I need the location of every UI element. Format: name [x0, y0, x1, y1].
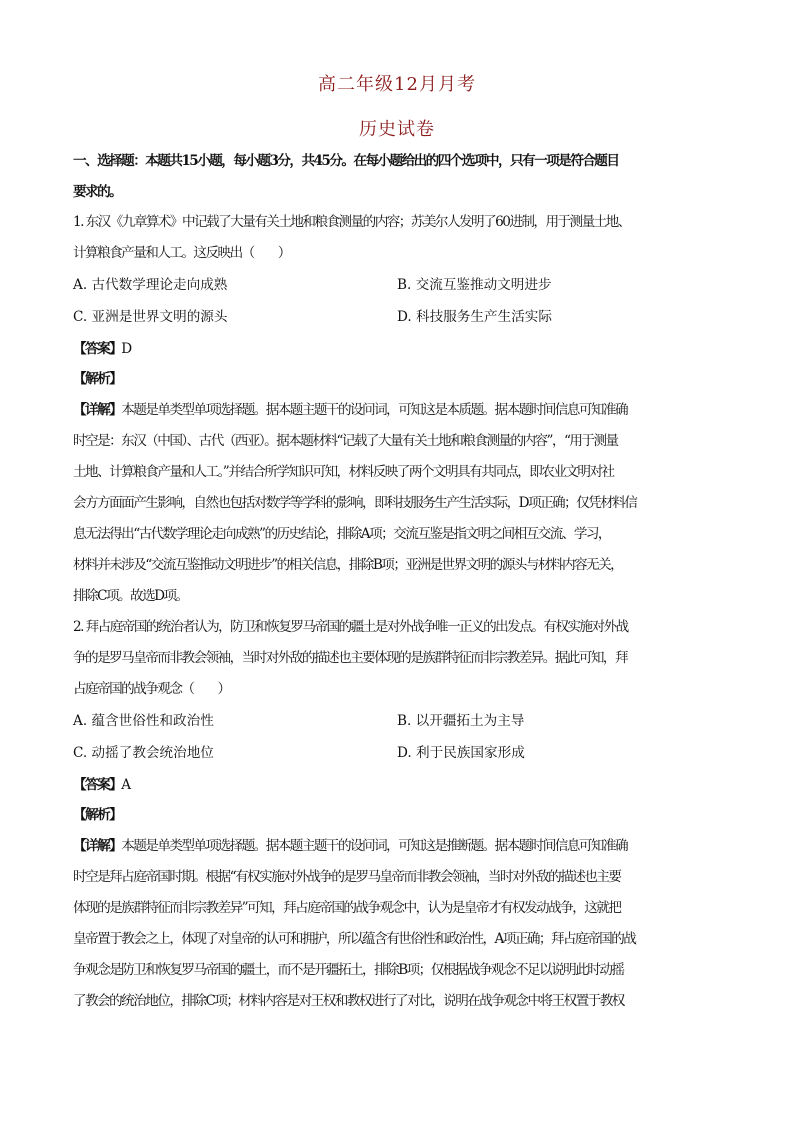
q2-analysis-tag: 【解析】 — [73, 807, 122, 823]
q1-analysis-tag: 【解析】 — [73, 371, 122, 387]
answer-tag: 【答案】 — [73, 341, 122, 357]
q2-option-b: B. 以开疆拓土为主导 — [397, 713, 525, 729]
q2-detail-line-4: 皇帝置于教会之上，体现了对皇帝的认可和拥护，所以蕴含有世俗性和政治性，A项正确；拜占庭帝国的战 — [73, 931, 636, 947]
q1-stem-line-1: 1. 东汉《九章算术》中记载了大量有关土地和粮食测量的内容；苏美尔人发明了60进制，用于测量土地、 — [73, 214, 630, 230]
q1-option-c: C. 亚洲是世界文明的源头 — [73, 309, 228, 325]
detail-text: 本题是单类型单项选择题。据本题主题干的设问词，可知这是推断题。据本题时间信息可知准确 — [121, 838, 628, 854]
q1-detail-line-7: 排除C项。故选D项。 — [73, 588, 188, 604]
detail-tag: 【详解】 — [73, 838, 122, 854]
q1-detail-line-5: 息无法得出“古代数学理论走向成熟”的历史结论，排除A项；交流互鉴是指文明之间相互交流、学习， — [73, 526, 610, 542]
q1-detail-line-1 — [73, 400, 733, 420]
q2-answer — [73, 775, 733, 795]
exam-title: 高二年级12月月考 — [318, 74, 476, 95]
q2-stem-line-1: 2. 拜占庭帝国的统治者认为，防卫和恢复罗马帝国的疆土是对外战争唯一正义的出发点。有权实施对外战 — [73, 619, 628, 635]
section-instruction-line-2: 要求的。 — [73, 184, 122, 200]
q2-option-a: A. 蕴含世俗性和政治性 — [73, 713, 214, 729]
exam-subtitle: 历史试卷 — [359, 119, 435, 140]
q2-option-c: C. 动摇了教会统治地位 — [73, 745, 214, 761]
q1-option-a: A. 古代数学理论走向成熟 — [73, 277, 228, 293]
q2-detail-line-2: 时空是拜占庭帝国时期。根据“有权实施对外战争的是罗马皇帝而非教会领袖，当时对外敌的描述也主要 — [73, 869, 621, 885]
q2-stem-line-2: 争的是罗马皇帝而非教会领袖，当时对外敌的描述也主要体现的是族群特征而非宗教差异。据此可知，拜 — [73, 650, 628, 666]
section-instruction-line-1: 一、选择题：本题共15小题，每小题3分，共45分。在每小题给出的四个选项中，只有一项是符合题目 — [73, 153, 619, 169]
q2-stem-line-3: 占庭帝国的战争观念（ ） — [73, 681, 230, 697]
q2-option-d: D. 利于民族国家形成 — [397, 745, 525, 761]
q1-answer — [73, 339, 733, 359]
answer-tag: 【答案】 — [73, 777, 122, 793]
q1-option-b: B. 交流互鉴推动文明进步 — [397, 277, 552, 293]
q1-detail-line-3: 土地、计算粮食产量和人工。”并结合所学知识可知，材料反映了两个文明具有共同点，即农业文明对社 — [73, 464, 614, 480]
q1-detail-line-4: 会方方面面产生影响，自然也包括对数学等学科的影响，即科技服务生产生活实际，D项正确；仅凭材料信 — [73, 495, 637, 511]
q1-stem-line-2: 计算粮食产量和人工。这反映出（ ） — [73, 245, 290, 261]
answer-value: A — [121, 777, 130, 793]
q1-detail-line-2: 时空是：东汉（中国）、古代（西亚）。据本题材料“记载了大量有关土地和粮食测量的内容”，“用于测量 — [73, 433, 618, 449]
detail-tag: 【详解】 — [73, 402, 122, 418]
detail-text: 本题是单类型单项选择题。据本题主题干的设问词，可知这是本质题。据本题时间信息可知准确 — [121, 402, 628, 418]
q1-detail-line-6: 材料并未涉及“交流互鉴推动文明进步”的相关信息，排除B项；亚洲是世界文明的源头与材料内容无关， — [73, 557, 623, 573]
q2-detail-line-6: 了教会的统治地位，排除C项；材料内容是对王权和教权进行了对比，说明在战争观念中将王权置于教权 — [73, 993, 624, 1009]
q1-option-d: D. 科技服务生产生活实际 — [397, 309, 552, 325]
q2-detail-line-5: 争观念是防卫和恢复罗马帝国的疆土，而不是开疆拓土，排除B项；仅根据战争观念不足以说明此时动摇 — [73, 962, 624, 978]
q2-detail-line-1 — [73, 836, 733, 856]
answer-value: D — [121, 341, 131, 357]
q2-detail-line-3: 体现的是族群特征而非宗教差异”可知，拜占庭帝国的战争观念中，认为是皇帝才有权发动战争，这就把 — [73, 900, 621, 916]
